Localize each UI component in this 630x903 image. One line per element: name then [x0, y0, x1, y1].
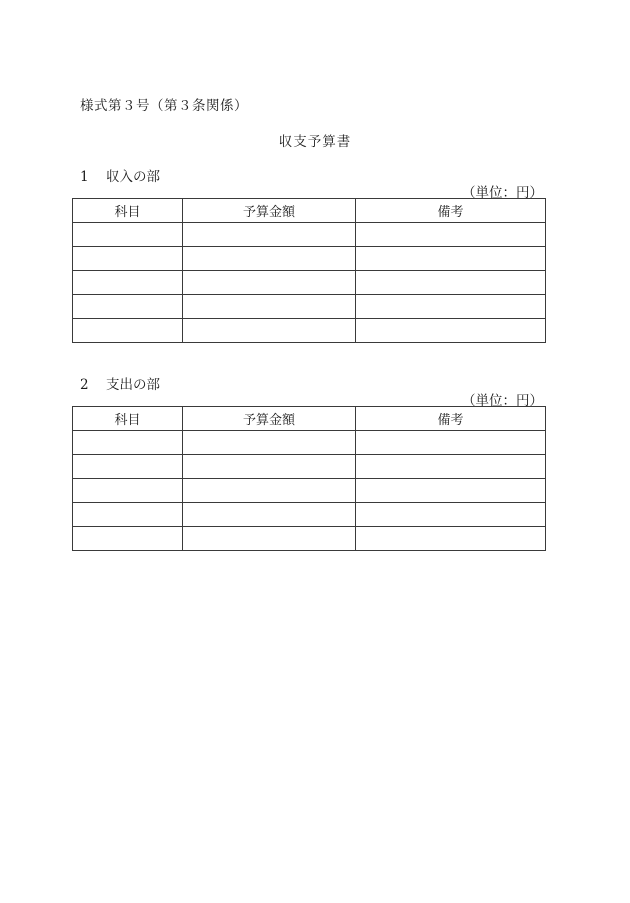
column-header-item: 科目: [73, 199, 183, 223]
table-cell: [356, 319, 546, 343]
table-cell: [183, 295, 356, 319]
table-cell: [183, 247, 356, 271]
income-section-heading: [80, 165, 160, 185]
table-cell: [183, 431, 356, 455]
table-cell: [73, 503, 183, 527]
table-row: [73, 271, 546, 295]
table-cell: [73, 223, 183, 247]
table-row: [73, 295, 546, 319]
table-row: [73, 319, 546, 343]
table-row: [73, 455, 546, 479]
table-cell: [356, 223, 546, 247]
table-cell: [73, 247, 183, 271]
table-row: [73, 223, 546, 247]
table-cell: [356, 455, 546, 479]
table-cell: [73, 479, 183, 503]
table-cell: [73, 319, 183, 343]
table-cell: [356, 479, 546, 503]
table-row: [73, 479, 546, 503]
table-row: [73, 431, 546, 455]
column-header-item: 科目: [73, 407, 183, 431]
table-cell: [183, 319, 356, 343]
document-title: 収支予算書: [278, 134, 352, 150]
section-number: 2: [80, 377, 89, 393]
column-header-budget-amount: 予算金額: [183, 407, 356, 431]
income-table: [72, 198, 546, 343]
table-row: [73, 527, 546, 551]
table-cell: [356, 271, 546, 295]
table-cell: [73, 527, 183, 551]
table-cell: [356, 295, 546, 319]
unit-label: （単位：円）: [462, 185, 543, 201]
table-cell: [183, 527, 356, 551]
table-cell: [183, 271, 356, 295]
table-header-row: [73, 407, 546, 431]
table-cell: [73, 431, 183, 455]
table-cell: [356, 503, 546, 527]
table-cell: [356, 431, 546, 455]
table-cell: [73, 295, 183, 319]
table-cell: [183, 479, 356, 503]
table-header-row: [73, 199, 546, 223]
table-cell: [183, 455, 356, 479]
table-row: [73, 247, 546, 271]
expenditure-section-heading: [80, 373, 160, 393]
table-cell: [183, 503, 356, 527]
table-row: [73, 503, 546, 527]
section-number: 1: [80, 169, 89, 185]
table-cell: [73, 455, 183, 479]
section-title: 支出の部: [106, 377, 160, 393]
column-header-budget-amount: 予算金額: [183, 199, 356, 223]
section-title: 収入の部: [106, 169, 160, 185]
column-header-remarks: 備考: [356, 407, 546, 431]
column-header-remarks: 備考: [356, 199, 546, 223]
table-cell: [356, 527, 546, 551]
table-cell: [183, 223, 356, 247]
table-cell: [356, 247, 546, 271]
table-cell: [73, 271, 183, 295]
expenditure-table: [72, 406, 546, 551]
form-number: 様式第３号（第３条関係）: [80, 98, 248, 114]
unit-label: （単位：円）: [462, 393, 543, 409]
